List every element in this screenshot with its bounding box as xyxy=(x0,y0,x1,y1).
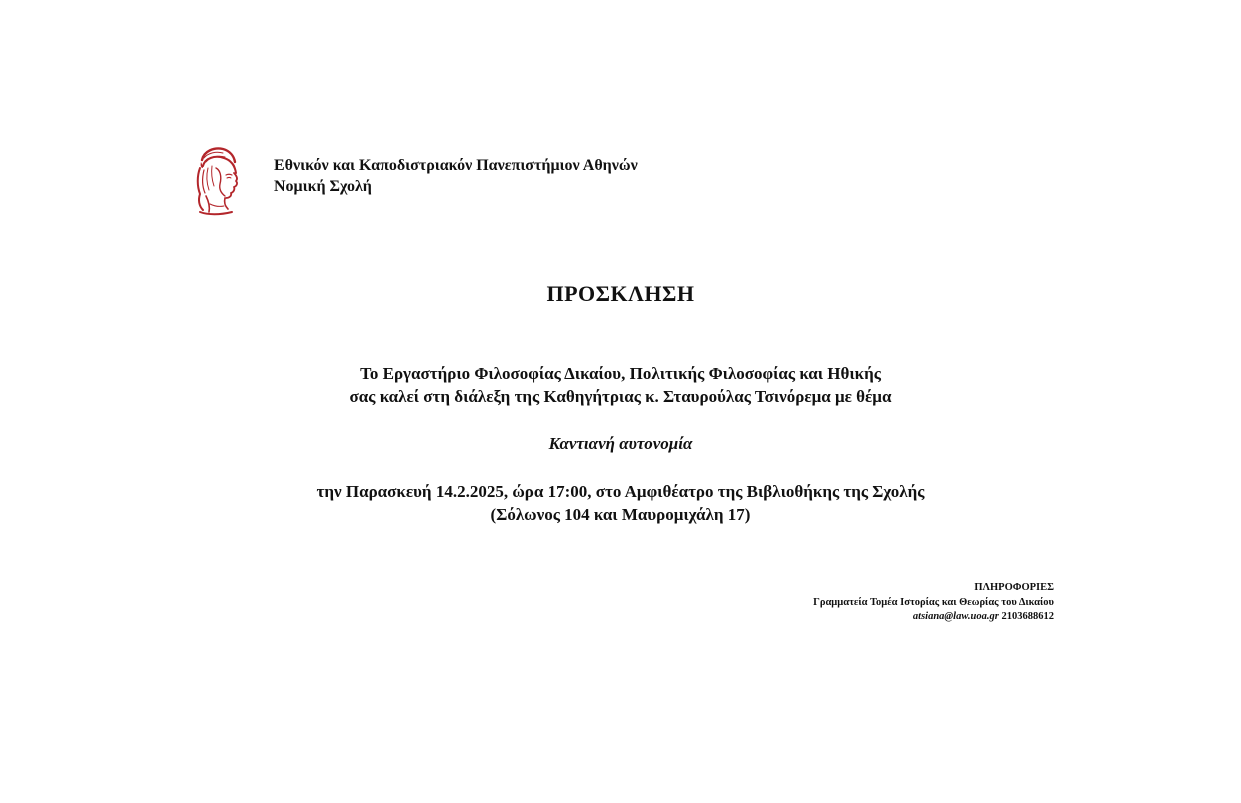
intro-line-2: σας καλεί στη διάλεξη της Καθηγήτριας κ. Σταυρούλας Τσινόρεμα με θέμα xyxy=(349,387,892,406)
contact-email[interactable]: atsiana@law.uoa.gr xyxy=(912,611,999,622)
contact-info xyxy=(813,581,1054,625)
intro-line-1: Το Εργαστήριο Φιλοσοφίας Δικαίου, Πολιτικής Φιλοσοφίας και Ηθικής xyxy=(360,364,881,383)
lecture-topic: Καντιανή αυτονομία xyxy=(548,434,693,453)
info-heading: ΠΛΗΡΟΦΟΡΙΕΣ xyxy=(974,582,1054,593)
contact-phone: 2103688612 xyxy=(1001,611,1054,622)
event-address: (Σόλωνος 104 και Μαυρομιχάλη 17) xyxy=(490,505,751,524)
invitation-title: ΠΡΟΣΚΛΗΣΗ xyxy=(546,281,695,306)
info-contact-line xyxy=(813,610,1054,625)
school-name: Νομική Σχολή xyxy=(274,178,372,195)
event-datetime-venue: την Παρασκευή 14.2.2025, ώρα 17:00, στο Αμφιθέατρο της Βιβλιοθήκης της Σχολής xyxy=(316,482,925,501)
athena-logo-icon xyxy=(192,146,240,216)
letterhead xyxy=(274,155,638,197)
event-details xyxy=(0,480,1241,526)
university-name: Εθνικόν και Καποδιστριακόν Πανεπιστήμιον Αθηνών xyxy=(274,157,638,174)
info-office: Γραμματεία Τομέα Ιστορίας και Θεωρίας του Δικαίου xyxy=(813,596,1054,608)
invitation-intro xyxy=(0,362,1241,408)
